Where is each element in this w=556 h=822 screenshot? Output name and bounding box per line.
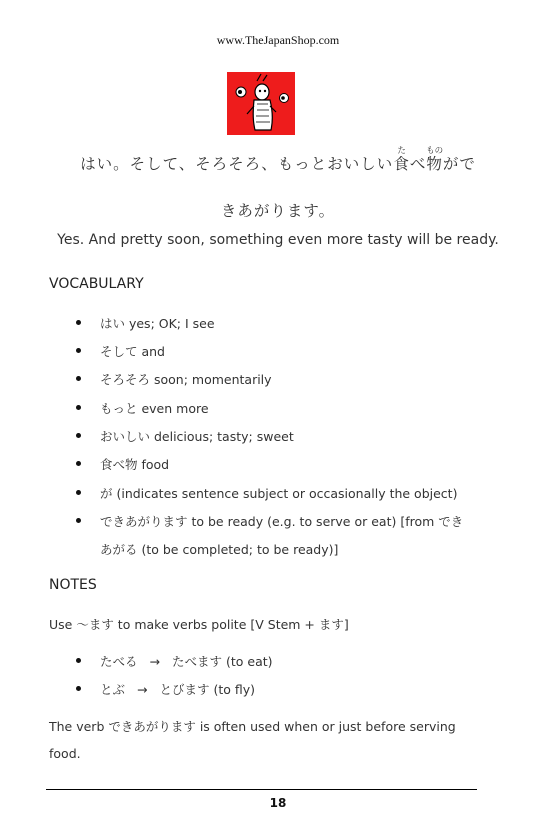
list-item — [100, 399, 209, 417]
list-item-continuation — [100, 540, 338, 558]
arrow-right-icon: → — [137, 682, 148, 697]
vocab-text: そろそろ soon; momentarily — [100, 372, 272, 387]
list-item — [100, 512, 463, 530]
sentence-text-end: がで — [442, 155, 476, 173]
list-item — [100, 455, 169, 473]
vocab-text: できあがります to be ready (e.g. to serve or eat) [from でき — [100, 514, 464, 529]
bullet-icon — [76, 490, 81, 495]
polite-form: とびます (to fly) — [159, 682, 256, 697]
arrow-right-icon: → — [149, 654, 160, 669]
vocab-text: が (indicates sentence subject or occasionally the object) — [100, 486, 458, 501]
furigana-mono: もの — [426, 146, 444, 156]
bullet-icon — [76, 376, 81, 381]
notes-paragraph-line2: food. — [49, 746, 81, 761]
list-item — [100, 370, 272, 388]
list-item — [100, 652, 273, 670]
bullet-icon — [76, 518, 81, 523]
bullet-icon — [76, 461, 81, 466]
notes-intro: Use ～ます to make verbs polite [V Stem + ます] — [49, 617, 349, 632]
site-header: www.TheJapanShop.com — [216, 33, 340, 47]
polite-form: たべます (to eat) — [172, 654, 273, 669]
bullet-icon — [76, 686, 81, 691]
sentence-text: はい。そして、そろそろ、もっとおいしい — [80, 155, 394, 173]
vocab-text: 食べ物 food — [100, 457, 170, 472]
notes-heading: NOTES — [49, 577, 97, 593]
bullet-icon — [76, 320, 81, 325]
ruby-taberu — [393, 146, 410, 173]
furigana-ta: た — [393, 146, 410, 156]
kanji-mono: 物 — [426, 155, 444, 173]
bullet-icon — [76, 433, 81, 438]
footer-divider — [46, 789, 477, 790]
bullet-icon — [76, 405, 81, 410]
english-translation: Yes. And pretty soon, something even more tasty will be ready. — [57, 232, 499, 248]
vocabulary-heading: VOCABULARY — [49, 276, 144, 292]
japanese-sentence-line1 — [0, 146, 556, 174]
kanji-ta: 食 — [393, 155, 410, 173]
page-number: 18 — [269, 796, 287, 810]
japanese-sentence-line2: きあがります。 — [220, 202, 336, 220]
vocab-text: そして and — [100, 344, 165, 359]
bullet-icon — [76, 348, 81, 353]
kana-be: べ — [409, 155, 427, 173]
list-item — [100, 342, 165, 360]
ruby-mono — [426, 146, 444, 173]
vocab-text: はい yes; OK; I see — [100, 316, 215, 331]
plain-form: とぶ — [100, 682, 126, 697]
vocab-text: おいしい delicious; tasty; sweet — [100, 429, 294, 444]
list-item — [100, 314, 215, 332]
cartoon-figure-icon — [227, 72, 295, 135]
vocab-text: あがる (to be completed; to be ready)] — [100, 542, 339, 557]
plain-form: たべる — [100, 654, 138, 669]
bullet-icon — [76, 658, 81, 663]
notes-paragraph-line1: The verb できあがります is often used when or just before serving — [49, 719, 456, 734]
list-item — [100, 427, 294, 445]
list-item — [100, 484, 457, 502]
logo-image — [227, 72, 295, 135]
list-item — [100, 680, 255, 698]
vocab-text: もっと even more — [100, 401, 209, 416]
